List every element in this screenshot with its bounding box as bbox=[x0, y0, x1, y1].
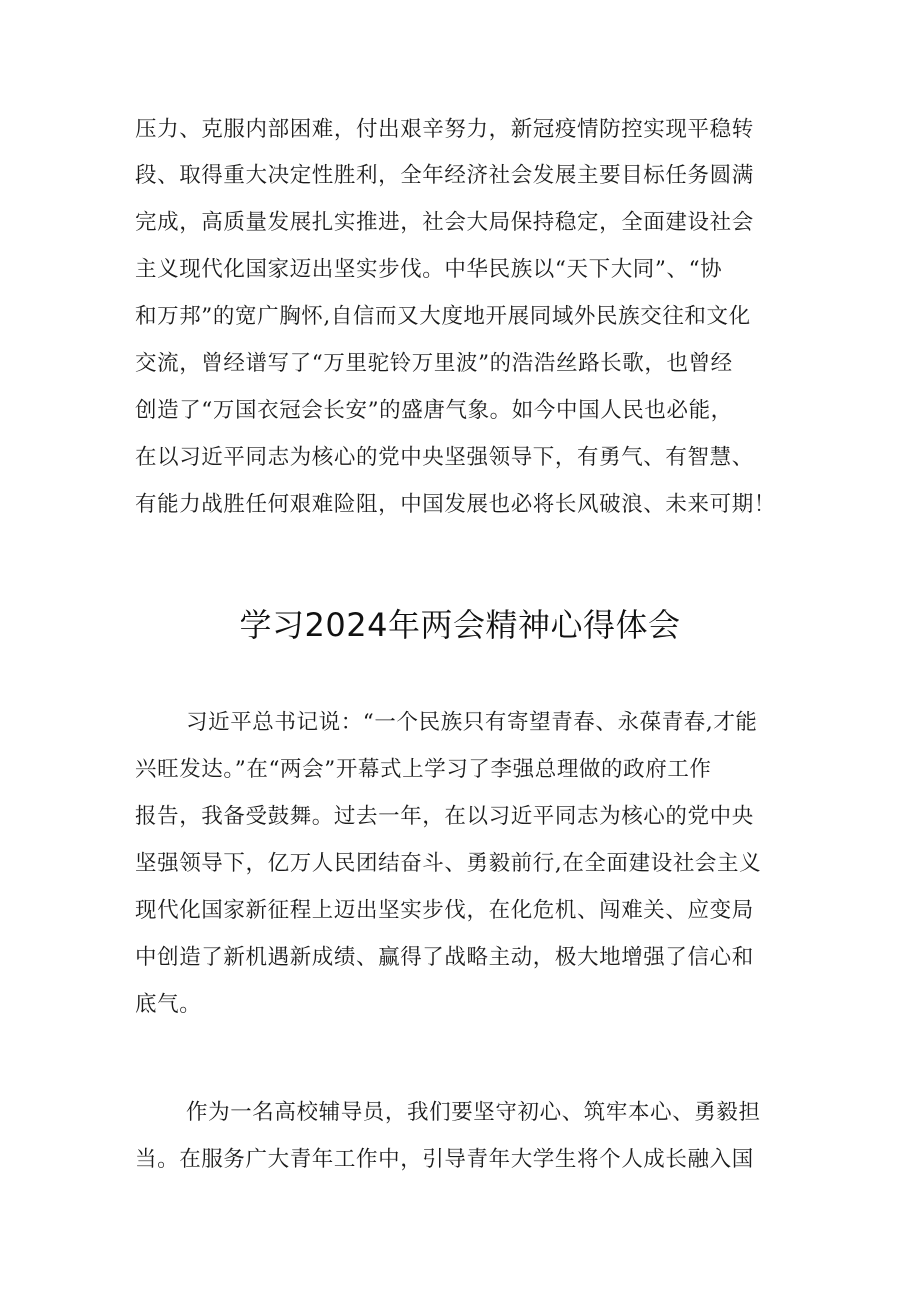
text-line: 作为一名高校辅导员，我们要坚守初心、筑牢本心、勇毅担 bbox=[186, 1100, 761, 1125]
text-line: 现代化国家新征程上迈出坚实步伐，在化危机、闯难关、应变局 bbox=[135, 898, 754, 923]
text-line: 交流，曾经谱写了“万里驼铃万里波”的浩浩丝路长歌，也曾经 bbox=[135, 351, 733, 376]
text-line: 报告，我备受鼓舞。过去一年，在以习近平同志为核心的党中央 bbox=[135, 804, 754, 829]
page-title: 学习2024年两会精神心得体会 bbox=[239, 606, 681, 644]
text-line: 坚强领导下，亿万人民团结奋斗、勇毅前行,在全面建设社会主义 bbox=[135, 851, 762, 876]
text-line: 和万邦”的宽广胸怀,自信而又大度地开展同域外民族交往和文化 bbox=[135, 304, 751, 329]
text-line: 压力、克服内部困难，付出艰辛努力，新冠疫情防控实现平稳转 bbox=[135, 117, 754, 142]
text-line: 在以习近平同志为核心的党中央坚强领导下，有勇气、有智慧、 bbox=[135, 445, 754, 470]
text-line: 底气。 bbox=[135, 992, 202, 1017]
text-line: 段、取得重大决定性胜利，全年经济社会发展主要目标任务圆满 bbox=[135, 163, 754, 188]
text-line: 完成，高质量发展扎实推进，社会大局保持稳定，全面建设社会 bbox=[135, 210, 754, 235]
text-line: 习近平总书记说：“一个民族只有寄望青春、永葆青春,才能 bbox=[186, 710, 758, 735]
text-line: 中创造了新机遇新成绩、赢得了战略主动，极大地增强了信心和 bbox=[135, 945, 754, 970]
text-line: 有能力战胜任何艰难险阻，中国发展也必将长风破浪、未来可期！ bbox=[135, 492, 776, 517]
text-line: 主义现代化国家迈出坚实步伐。中华民族以“天下大同”、“协 bbox=[135, 257, 723, 282]
text-line: 兴旺发达。”在“两会”开幕式上学习了李强总理做的政府工作 bbox=[135, 757, 712, 782]
text-line: 当。在服务广大青年工作中，引导青年大学生将个人成长融入国 bbox=[135, 1147, 754, 1172]
text-line: 创造了“万国衣冠会长安”的盛唐气象。如今中国人民也必能， bbox=[135, 398, 733, 423]
